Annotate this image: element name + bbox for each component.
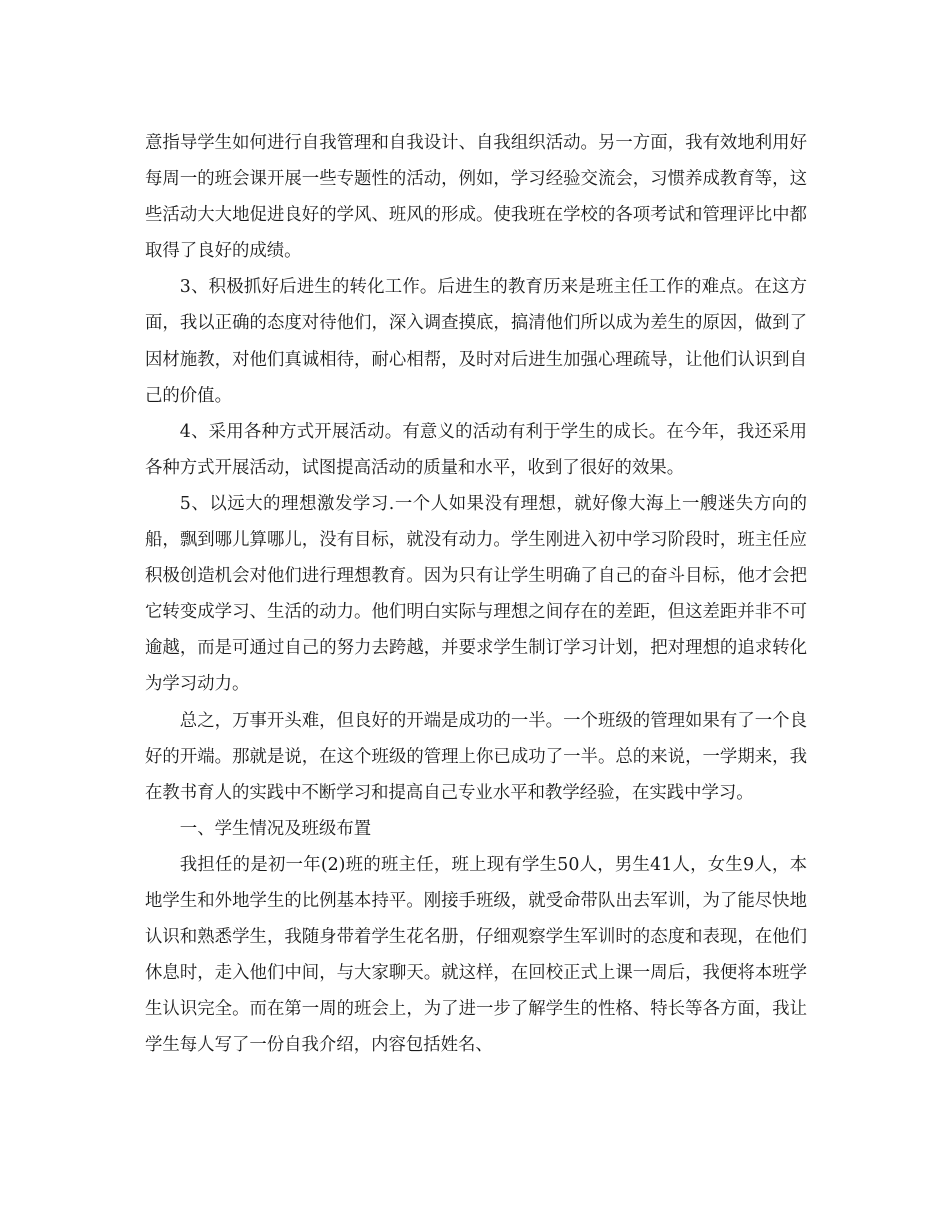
paragraph-item-3: 3、积极抓好后进生的转化工作。后进生的教育历来是班主任工作的难点。在这方面，我以正确的态度对待他们，深入调查摸底，搞清他们所以成为差生的原因，做到了因材施教，对他们真诚相待，耐心相帮，及时对后进生加强心理疏导，让他们认识到自己的价值。 [145,277,807,406]
paragraph-continuation: 意指导学生如何进行自我管理和自我设计、自我组织活动。另一方面，我有效地利用好每周一的班会课开展一些专题性的活动，例如，学习经验交流会，习惯养成教育等，这些活动大大地促进良好的学风、班风的形成。使我班在学校的各项考试和管理评比中都取得了良好的成绩。 [145,133,807,262]
document-body [145,125,807,1063]
paragraph-class-info: 我担任的是初一年(2)班的班主任，班上现有学生50人，男生41人，女生9人，本地学生和外地学生的比例基本持平。刚接手班级，就受命带队出去军训，为了能尽快地认识和熟悉学生，我随身带着学生花名册，仔细观察学生军训时的态度和表现，在他们休息时，走入他们中间，与大家聊天。就这样，在回校正式上课一周后，我便将本班学生认识完全。而在第一周的班会上，为了进一步了解学生的性格、特长等各方面，我让学生每人写了一份自我介绍，内容包括姓名、 [145,854,807,1056]
paragraph-item-4: 4、采用各种方式开展活动。有意义的活动有利于学生的成长。在今年，我还采用各种方式开展活动，试图提高活动的质量和水平，收到了很好的效果。 [145,421,807,478]
paragraph-summary: 总之，万事开头难，但良好的开端是成功的一半。一个班级的管理如果有了一个良好的开端。那就是说，在这个班级的管理上你已成功了一半。总的来说，一学期来，我在教书育人的实践中不断学习和提高自己专业水平和教学经验，在实践中学习。 [145,710,807,803]
paragraph-item-5: 5、以远大的理想激发学习.一个人如果没有理想，就好像大海上一艘迷失方向的船，飘到哪儿算哪儿，没有目标，就没有动力。学生刚进入初中学习阶段时，班主任应积极创造机会对他们进行理想教育。因为只有让学生明确了自己的奋斗目标，他才会把它转变成学习、生活的动力。他们明白实际与理想之间存在的差距，但这差距并非不可逾越，而是可通过自己的努力去跨越，并要求学生制订学习计划，把对理想的追求转化为学习动力。 [145,493,807,695]
section-heading: 一、学生情况及班级布置 [179,818,372,839]
